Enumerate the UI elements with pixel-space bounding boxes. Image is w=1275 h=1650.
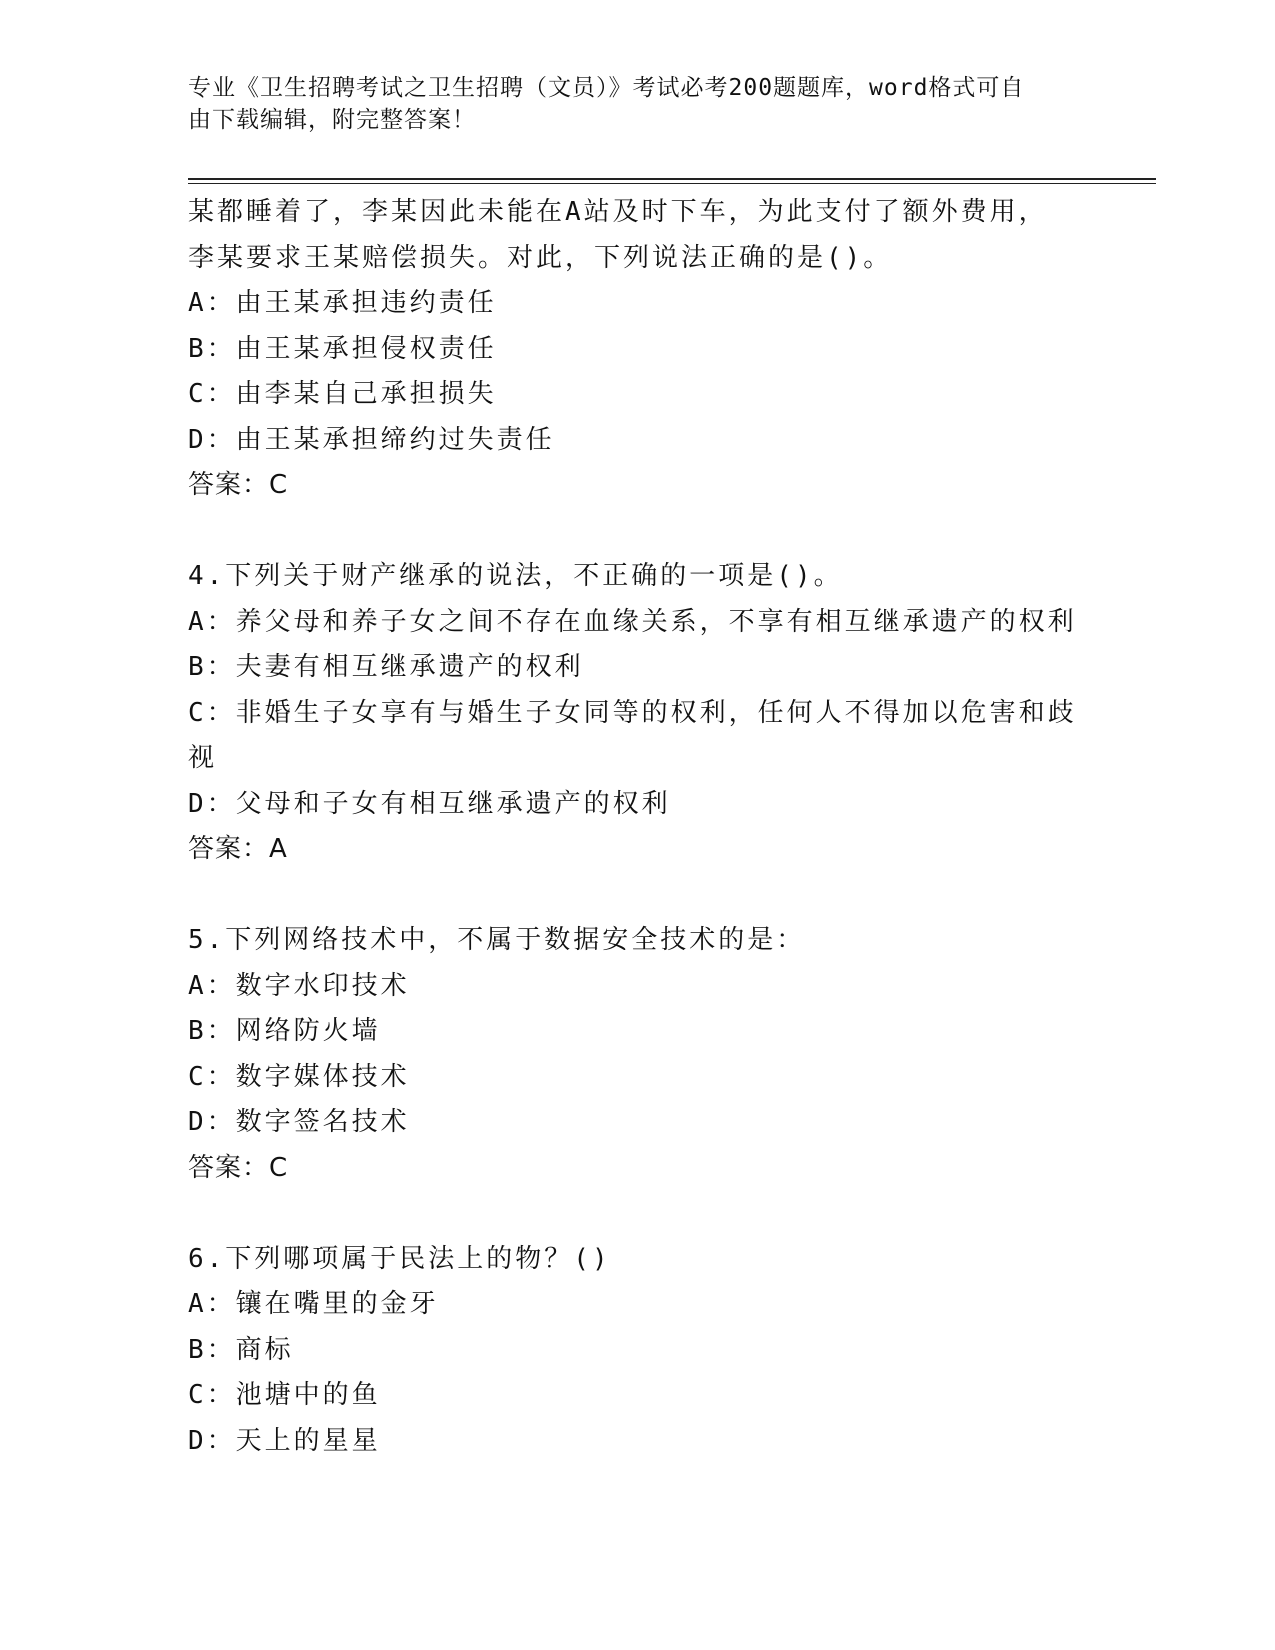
question-3-option-d: D：由王某承担缔约过失责任 [188,424,555,455]
question-3-stem-line-2: 李某要求王某赔偿损失。对此，下列说法正确的是()。 [188,242,893,273]
question-3-answer: 答案：C [188,470,289,500]
question-3-option-b: B：由王某承担侵权责任 [188,333,497,364]
question-3-stem-line-1: 某都睡着了，李某因此未能在A站及时下车，为此支付了额外费用， [188,197,1048,227]
question-list [188,190,1088,1464]
question-6-option-c: C：池塘中的鱼 [188,1380,381,1410]
question-6-option-b: B：商标 [188,1334,294,1365]
header-line-1: 专业《卫生招聘考试之卫生招聘（文员）》考试必考200题题库，word格式可自 [188,75,1025,101]
question-5-answer: 答案：C [188,1152,289,1183]
question-4-stem: 4.下列关于财产继承的说法，不正确的一项是()。 [188,561,843,591]
spacer [188,873,1088,919]
question-4-option-a: A：养父母和养子女之间不存在血缘关系，不享有相互继承遗产的权利 [188,606,1077,637]
question-6 [188,1237,1088,1465]
question-5-option-b: B：网络防火墙 [188,1016,381,1046]
question-4-option-c-line-2: 视 [188,743,218,773]
question-5-stem: 5.下列网络技术中，不属于数据安全技术的是： [188,925,806,955]
spacer [188,1191,1088,1237]
header-line-2: 由下载编辑，附完整答案！ [188,107,476,133]
question-6-option-a: A：镶在嘴里的金牙 [188,1289,439,1319]
question-5 [188,918,1088,1191]
header-rule-thick [188,178,1156,180]
question-5-option-d: D：数字签名技术 [188,1107,410,1137]
document-header [188,72,1088,136]
question-5-option-a: A：数字水印技术 [188,970,410,1001]
question-6-option-d: D：天上的星星 [188,1425,381,1456]
question-4 [188,554,1088,873]
question-3-option-c: C：由李某自己承担损失 [188,379,497,409]
question-5-option-c: C：数字媒体技术 [188,1061,410,1092]
header-rule-thin [188,183,1156,184]
question-3-option-a: A：由王某承担违约责任 [188,288,497,318]
question-4-option-c-line-1: C：非婚生子女享有与婚生子女同等的权利，任何人不得加以危害和歧 [188,697,1077,728]
question-4-option-d: D：父母和子女有相互继承遗产的权利 [188,788,671,819]
spacer [188,509,1088,555]
question-4-option-b: B：夫妻有相互继承遗产的权利 [188,652,584,682]
question-6-stem: 6.下列哪项属于民法上的物？() [188,1243,611,1274]
question-3 [188,190,1088,509]
question-4-answer: 答案：A [188,834,288,864]
